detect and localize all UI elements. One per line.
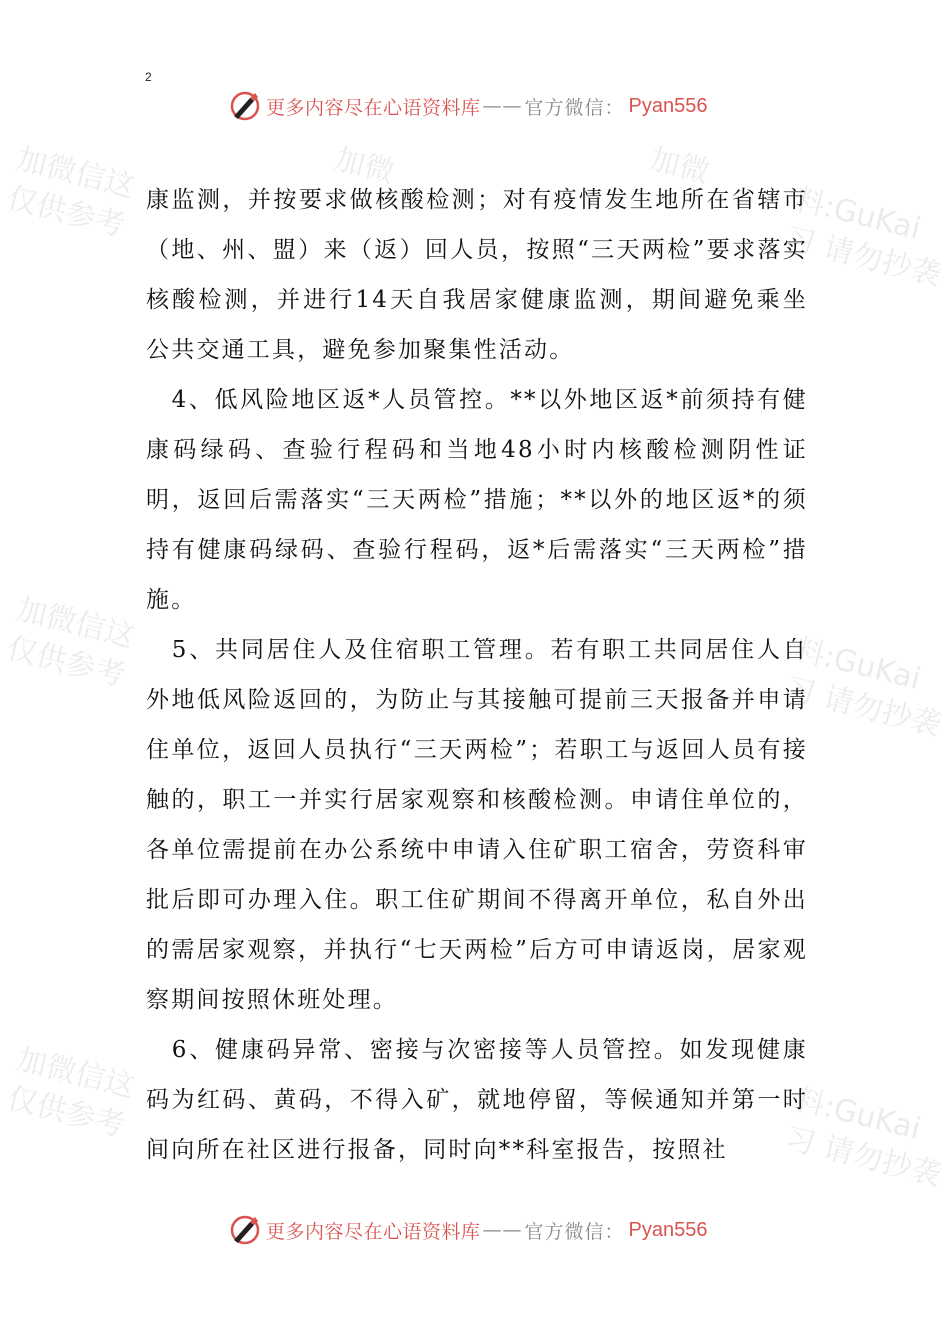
paragraph-4-low-risk-control: 4、低风险地区返*人员管控。**以外地区返*前须持有健康码绿码、查验行程码和当地48小时内核酸检测阴性证明，返回后需落实“三天两检”措施；**以外的地区返*的须持有健康码绿码、查验行程码，返*后需落实“三天两检”措施。 bbox=[146, 387, 808, 613]
page-number: 2 bbox=[145, 70, 152, 84]
banner-wechat-label: 官方微信： bbox=[524, 96, 625, 119]
footer-banner bbox=[228, 1212, 708, 1248]
header-banner bbox=[228, 88, 708, 124]
watermark-left-3: 加微信这 仅供参考 bbox=[3, 1041, 138, 1144]
document-body bbox=[146, 175, 808, 1175]
paragraph-5-cohabitant-management: 5、共同居住人及住宿职工管理。若有职工共同居住人自外地低风险返回的，为防止与其接触可提前三天报备并申请住单位，返回人员执行“三天两检”；若职工与返回人员有接触的，职工一并实行居家观察和核酸检测。申请住单位的，各单位需提前在办公系统中申请入住矿职工宿舍，劳资科审批后即可办理入住。职工住矿期间不得离开单位，私自外出的需居家观察，并执行“七天两检”后方可申请返岗，居家观察期间按照休班处理。 bbox=[146, 637, 808, 1013]
brand-logo-icon bbox=[228, 1213, 262, 1247]
paragraph-6-health-code-control: 6、健康码异常、密接与次密接等人员管控。如发现健康码为红码、黄码，不得入矿，就地停留，等候通知并第一时间向所在社区进行报备，同时向**科室报告，按照社 bbox=[146, 1037, 808, 1163]
watermark-right-3: 料:GuKai 习 请勿抄袭 bbox=[781, 1081, 945, 1194]
watermark-center-2: 加微 bbox=[646, 141, 713, 191]
watermark-left-2: 加微信这 仅供参考 bbox=[3, 591, 138, 694]
banner-dash: —— bbox=[482, 1219, 523, 1241]
brand-logo-icon bbox=[228, 89, 262, 123]
watermark-center-1: 加微 bbox=[331, 141, 398, 191]
banner-brand-text: 更多内容尽在心语资料库 bbox=[266, 96, 481, 119]
banner-wechat-id: Pyan556 bbox=[628, 1218, 708, 1241]
watermark-right-1: 料:GuKai 习 请勿抄袭 bbox=[781, 181, 945, 294]
banner-wechat-label: 官方微信： bbox=[524, 1220, 625, 1243]
banner-brand-text: 更多内容尽在心语资料库 bbox=[266, 1220, 481, 1243]
paragraph-continued: 康监测，并按要求做核酸检测；对有疫情发生地所在省辖市（地、州、盟）来（返）回人员，按照“三天两检”要求落实核酸检测，并进行14天自我居家健康监测，期间避免乘坐公共交通工具，避免参加聚集性活动。 bbox=[146, 187, 808, 363]
watermark-right-2: 料:GuKai 习 请勿抄袭 bbox=[781, 631, 945, 744]
banner-dash: —— bbox=[482, 95, 523, 117]
watermark-left-1: 加微信这 仅供参考 bbox=[3, 141, 138, 244]
banner-wechat-id: Pyan556 bbox=[628, 94, 708, 117]
